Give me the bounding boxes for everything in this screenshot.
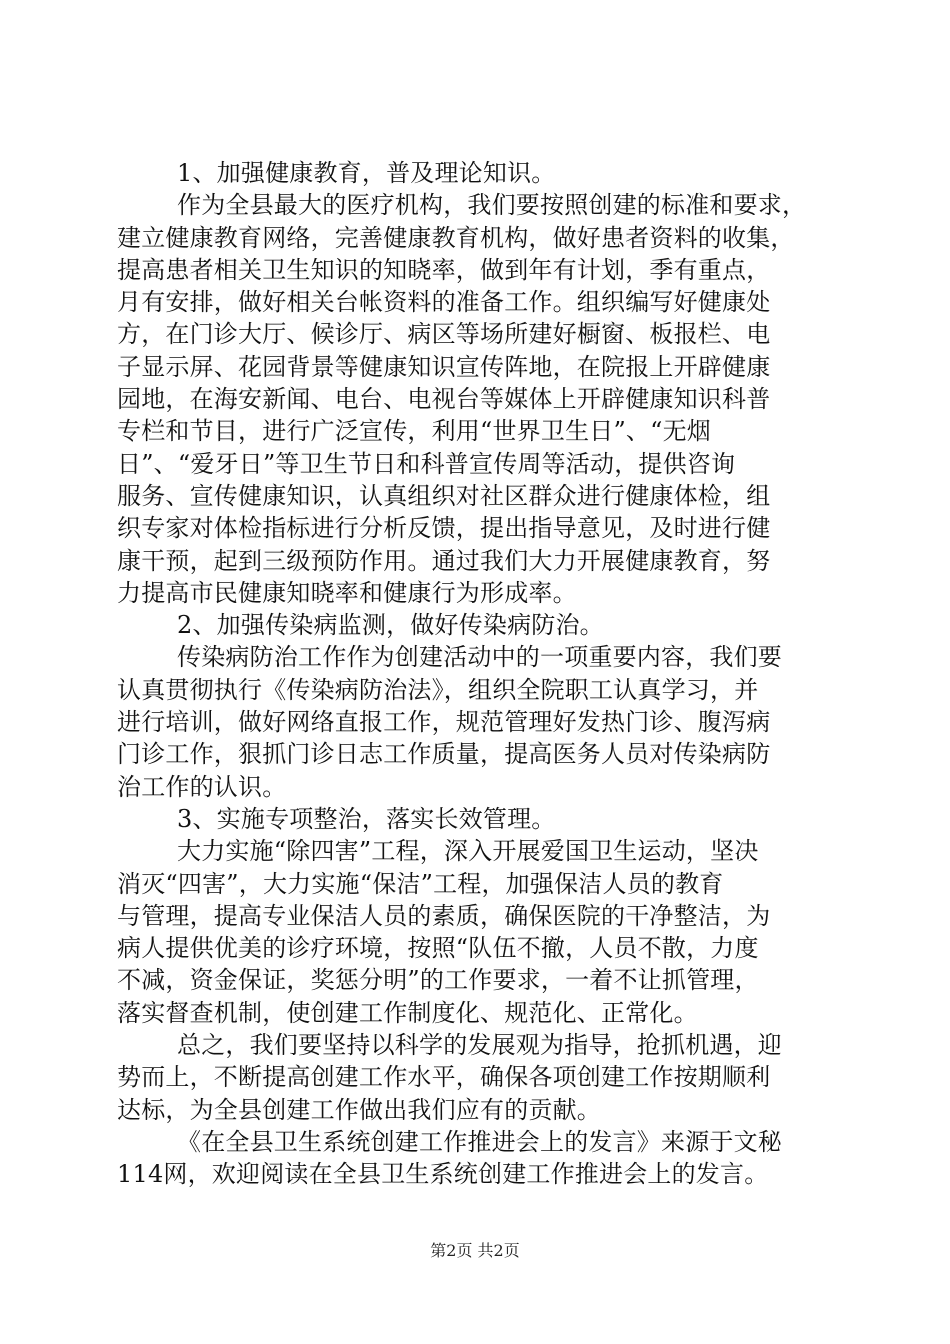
paragraph-line: 方，在门诊大厅、候诊厅、病区等场所建好橱窗、板报栏、电 xyxy=(117,320,771,349)
paragraph-line: 114网，欢迎阅读在全县卫生系统创建工作推进会上的发言。 xyxy=(117,1160,769,1189)
paragraph-line: 月有安排，做好相关台帐资料的准备工作。组织编写好健康处 xyxy=(117,288,771,317)
paragraph-line: 进行培训，做好网络直报工作，规范管理好发热门诊、腹泻病 xyxy=(117,708,771,737)
section-heading-1: 1、加强健康教育，普及理论知识。 xyxy=(177,159,556,187)
paragraph-line: 不减，资金保证，奖惩分明”的工作要求，一着不让抓管理， xyxy=(117,966,759,995)
paragraph-line: 治工作的认识。 xyxy=(117,772,287,801)
paragraph-line: 专栏和节目，进行广泛宣传，利用“世界卫生日”、“无烟 xyxy=(117,417,712,446)
paragraph-line: 建立健康教育网络，完善健康教育机构，做好患者资料的收集， xyxy=(117,223,795,252)
paragraph-line: 传染病防治工作作为创建活动中的一项重要内容，我们要 xyxy=(177,643,782,672)
paragraph-line: 门诊工作，狠抓门诊日志工作质量，提高医务人员对传染病防 xyxy=(117,740,771,769)
paragraph-line: 子显示屏、花园背景等健康知识宣传阵地，在院报上开辟健康 xyxy=(117,352,771,381)
paragraph-line: 大力实施“除四害”工程，深入开展爱国卫生运动，坚决 xyxy=(177,837,759,866)
page-number-footer: 第2页 共2页 xyxy=(430,1241,520,1260)
paragraph-line: 落实督查机制，使创建工作制度化、规范化、正常化。 xyxy=(117,998,698,1027)
paragraph-line: 病人提供优美的诊疗环境，按照“队伍不撤，人员不散，力度 xyxy=(117,934,759,963)
paragraph-line: 康干预，起到三级预防作用。通过我们大力开展健康教育，努 xyxy=(117,546,771,575)
paragraph-line: 提高患者相关卫生知识的知晓率，做到年有计划，季有重点， xyxy=(117,255,771,284)
paragraph-line: 力提高市民健康知晓率和健康行为形成率。 xyxy=(117,578,577,607)
paragraph-line: 织专家对体检指标进行分析反馈，提出指导意见，及时进行健 xyxy=(117,514,771,543)
paragraph-line: 认真贯彻执行《传染病防治法》，组织全院职工认真学习，并 xyxy=(117,675,759,704)
paragraph-line: 《在全县卫生系统创建工作推进会上的发言》来源于文秘 xyxy=(177,1127,782,1156)
section-heading-2: 2、加强传染病监测，做好传染病防治。 xyxy=(177,611,604,640)
paragraph-line: 总之，我们要坚持以科学的发展观为指导，抢抓机遇，迎 xyxy=(177,1031,782,1060)
section-heading-3: 3、实施专项整治，落实长效管理。 xyxy=(177,804,556,833)
paragraph-line: 消灭“四害”，大力实施“保洁”工程，加强保洁人员的教育 xyxy=(117,869,724,898)
paragraph-line: 势而上，不断提高创建工作水平，确保各项创建工作按期顺利 xyxy=(117,1063,771,1092)
paragraph-line: 服务、宣传健康知识，认真组织对社区群众进行健康体检，组 xyxy=(117,481,771,510)
paragraph-line: 作为全县最大的医疗机构，我们要按照创建的标准和要求， xyxy=(177,191,807,220)
document-body xyxy=(117,157,837,1191)
paragraph-line: 达标，为全县创建工作做出我们应有的贡献。 xyxy=(117,1095,601,1124)
paragraph-line: 日”、“爱牙日”等卫生节日和科普宣传周等活动，提供咨询 xyxy=(117,449,736,478)
paragraph-line: 园地，在海安新闻、电台、电视台等媒体上开辟健康知识科普 xyxy=(117,385,771,414)
paragraph-line: 与管理，提高专业保洁人员的素质，确保医院的干净整洁，为 xyxy=(117,901,771,930)
